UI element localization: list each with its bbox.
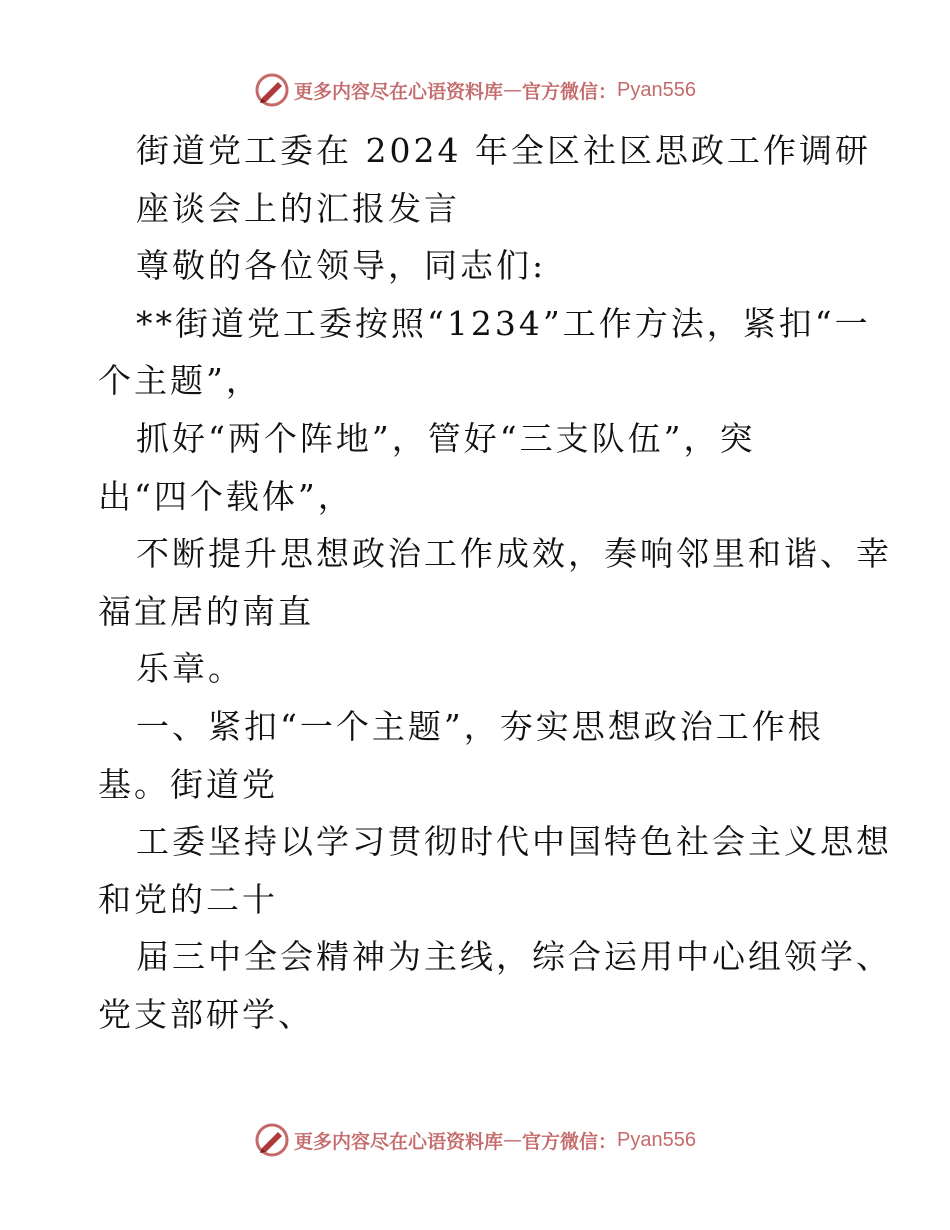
header-watermark [0,70,950,110]
watermark-separator: — [503,1129,523,1151]
body-text-line: 乐章。 [136,649,244,689]
body-text-line: **街道党工委按照“1234”工作方法，紧扣“一 [136,303,871,343]
watermark-label: 官方微信： [522,80,618,103]
body-text-line: 座谈会上的汇报发言 [136,188,460,228]
body-text-line: 基。街道党 [98,764,278,804]
body-text-line: 届三中全会精神为主线，综合运用中心组领学、 [136,937,892,977]
watermark-brand: 更多内容尽在心语资料库 [294,80,504,103]
body-text-line: 个主题”， [98,361,262,401]
document-body [98,122,892,1044]
body-text-line: 抓好“两个阵地”，管好“三支队伍”，突 [136,418,756,458]
body-text-line: 街道党工委在 2024 年全区社区思政工作调研 [136,131,871,170]
body-text-line: 福宜居的南直 [98,591,314,631]
body-text-line: 尊敬的各位领导，同志们: [136,246,547,286]
body-text-line: 出“四个载体”， [98,476,354,516]
pen-logo-icon [254,1122,290,1158]
pen-logo-icon [254,72,290,108]
body-text-line: 党支部研学、 [98,994,314,1034]
watermark-id: Pyan556 [617,78,696,101]
body-text-line: 不断提升思想政治工作成效，奏响邻里和谐、幸 [136,534,892,574]
watermark-id: Pyan556 [617,1128,696,1151]
body-text-line: 工委坚持以学习贯彻时代中国特色社会主义思想 [136,822,892,862]
watermark-brand: 更多内容尽在心语资料库 [294,1130,504,1153]
watermark-separator: — [503,79,523,101]
body-text-line: 一、紧扣“一个主题”，夯实思想政治工作根 [136,706,824,746]
body-text-line: 和党的二十 [98,879,278,919]
footer-watermark [0,1120,950,1160]
watermark-label: 官方微信： [522,1130,618,1153]
